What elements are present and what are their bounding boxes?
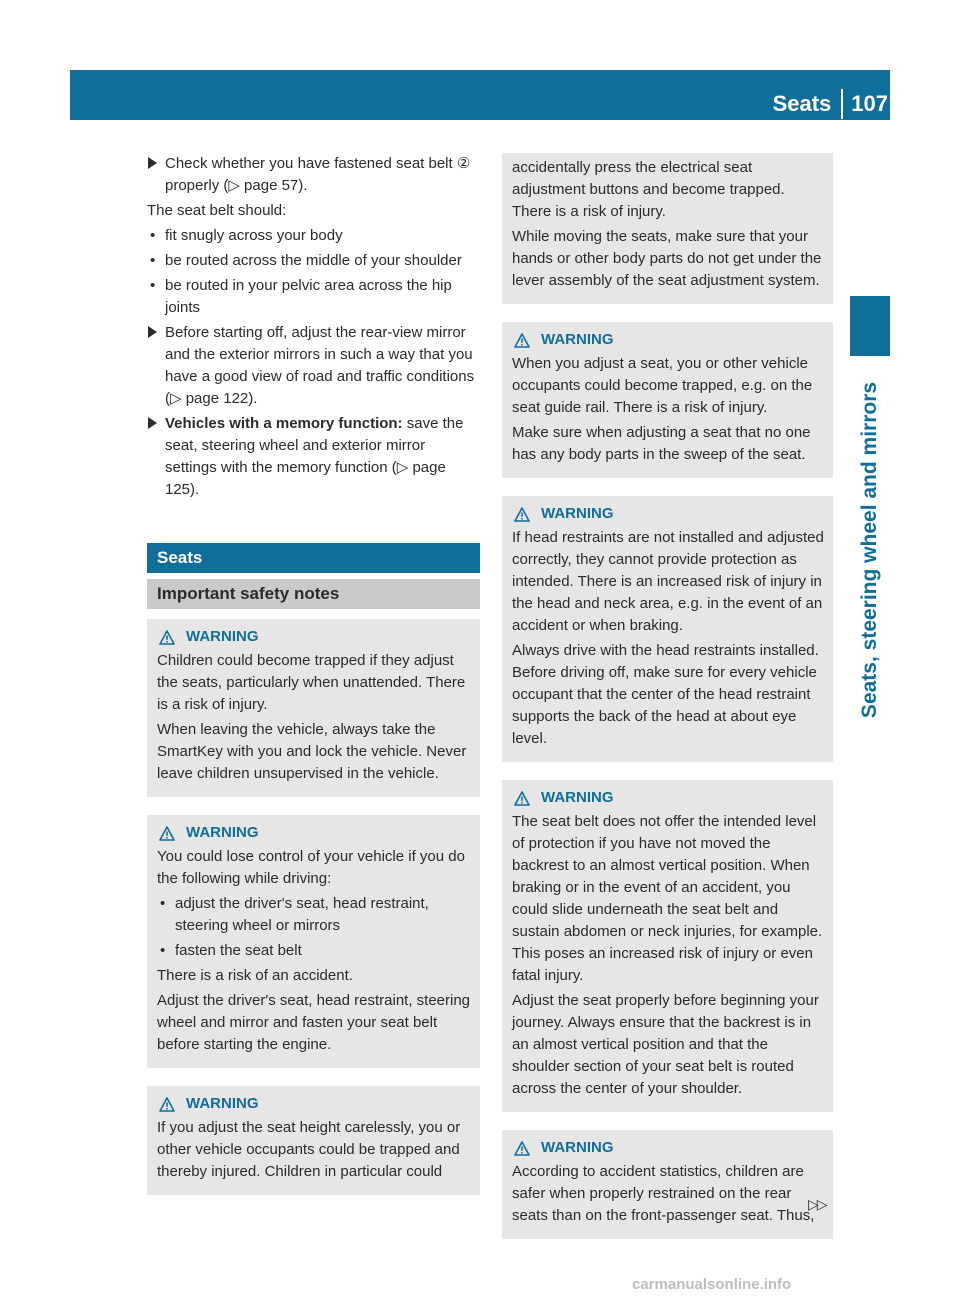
- list-item: • be routed across the middle of your shoulder: [147, 250, 480, 272]
- bullet-icon: •: [150, 252, 156, 269]
- warning-box: [147, 1086, 480, 1195]
- list-item: • fit snugly across your body: [147, 225, 480, 247]
- warning-text: Adjust the driver's seat, head restraint, steering wheel and mirror and fasten your seat belt before starting the engine.: [157, 992, 471, 1053]
- warning-title: WARNING: [541, 1139, 614, 1156]
- running-header: [773, 89, 890, 119]
- warning-box: [147, 815, 480, 1068]
- warning-text: Adjust the seat properly before beginning your journey. Always ensure that the backrest is in an almost vertical position and that the shoulder section of your seat belt is routed across the center of your shoulder.: [512, 992, 819, 1097]
- warning-text: While moving the seats, make sure that your hands or other body parts do not get under the lever assembly of the seat adjustment system.: [512, 228, 822, 289]
- warning-text: There is a risk of an accident.: [157, 967, 353, 984]
- step-arrow-icon: [148, 417, 157, 429]
- side-tab: [850, 296, 890, 356]
- warning-title: WARNING: [541, 331, 614, 348]
- warning-box: [502, 1130, 833, 1239]
- step-arrow-icon: [148, 157, 157, 169]
- warning-triangle-icon: [514, 507, 530, 522]
- warning-box: [502, 496, 833, 762]
- list-item: • fasten the seat belt: [157, 940, 472, 962]
- belt-intro: The seat belt should:: [147, 202, 287, 219]
- subsection-heading: Important safety notes: [147, 579, 480, 609]
- step-arrow-icon: [148, 326, 157, 338]
- warning-title: WARNING: [541, 505, 614, 522]
- warning-title: WARNING: [186, 1095, 259, 1112]
- list-item: • be routed in your pelvic area across the hip joints: [150, 277, 452, 316]
- warning-text: When you adjust a seat, you or other vehicle occupants could become trapped, e.g. on the seat guide rail. There is a risk of injury.: [512, 355, 813, 416]
- side-chapter-title: Seats, steering wheel and mirrors: [858, 381, 881, 719]
- instruction-step: [147, 413, 480, 501]
- header-section-title: Seats: [772, 91, 832, 116]
- warning-header: [157, 820, 472, 846]
- right-column: [502, 153, 833, 1239]
- warning-text: Make sure when adjusting a seat that no one has any body parts in the sweep of the seat.: [512, 424, 811, 463]
- warning-text: According to accident statistics, children are safer when properly restrained on the rear seats than on the front-passenger seat. Thus,: [512, 1163, 815, 1224]
- warning-triangle-icon: [159, 826, 175, 841]
- warning-header: [512, 785, 825, 811]
- warning-box: [147, 619, 480, 797]
- warning-header: [512, 501, 825, 527]
- warning-text: accidentally press the electrical seat adjustment buttons and become trapped. There is a risk of injury.: [512, 159, 785, 220]
- instruction-step: [147, 322, 480, 410]
- section-heading: Seats: [147, 543, 480, 573]
- step-bold-lead: Vehicles with a memory function:: [165, 415, 403, 432]
- step-text: Before starting off, adjust the rear-view mirror and the exterior mirrors in such a way that you have a good view of road and traffic conditions (▷ page 122).: [165, 324, 475, 407]
- warning-triangle-icon: [514, 1141, 530, 1156]
- warning-text: Children could become trapped if they adjust the seats, particularly when unattended. There is a risk of injury.: [157, 652, 466, 713]
- header-bar: [70, 70, 890, 120]
- instruction-step: [147, 153, 480, 197]
- warning-text: The seat belt does not offer the intended level of protection if you have not moved the backrest to an almost vertical position. When braking or in the event of an accident, you could slide underneath the seat belt and sustain abdomen or neck injuries, for example. This poses an increased risk of injury or even fatal injury.: [512, 813, 823, 984]
- warning-triangle-icon: [514, 791, 530, 806]
- warning-triangle-icon: [514, 333, 530, 348]
- warning-title: WARNING: [186, 628, 259, 645]
- step-text: save the seat, steering wheel and exterior mirror settings with the memory function (▷ page 125).: [165, 415, 464, 498]
- watermark: carmanualsonline.info: [632, 1276, 792, 1293]
- warning-text: If head restraints are not installed and adjusted correctly, they cannot provide protection as intended. There is an increased risk of injury in the head and neck area, e.g. in the event of an accident or when braking.: [512, 529, 824, 634]
- warning-triangle-icon: [159, 630, 175, 645]
- warning-triangle-icon: [159, 1097, 175, 1112]
- bullet-icon: •: [160, 895, 166, 912]
- warning-header: [512, 1135, 825, 1161]
- warning-box-continued: [502, 153, 833, 304]
- list-item: • adjust the driver's seat, head restraint, steering wheel or mirrors: [160, 895, 429, 934]
- warning-header: [157, 624, 472, 650]
- page-number: 107: [851, 91, 888, 116]
- left-column: [147, 153, 480, 1195]
- warning-box: [502, 780, 833, 1112]
- warning-text: If you adjust the seat height carelessly, you or other vehicle occupants could be trapped and thereby injured. Children in particular could: [157, 1119, 461, 1180]
- warning-text: Always drive with the head restraints installed. Before driving off, make sure for every vehicle occupant that the center of the head restraint supports the back of the head at about eye level.: [512, 642, 819, 747]
- continue-marker-icon: ▷▷: [808, 1196, 826, 1212]
- warning-title: WARNING: [186, 824, 259, 841]
- warning-title: WARNING: [541, 789, 614, 806]
- warning-header: [157, 1091, 472, 1117]
- warning-text: When leaving the vehicle, always take the SmartKey with you and lock the vehicle. Never leave children unsupervised in the vehicle.: [157, 721, 467, 782]
- bullet-icon: •: [150, 227, 156, 244]
- bullet-icon: •: [150, 277, 156, 294]
- warning-box: [502, 322, 833, 478]
- bullet-icon: •: [160, 942, 166, 959]
- warning-header: [512, 327, 825, 353]
- step-text: Check whether you have fastened seat belt ② properly (▷ page 57).: [165, 155, 471, 194]
- warning-text: You could lose control of your vehicle if you do the following while driving:: [157, 848, 465, 887]
